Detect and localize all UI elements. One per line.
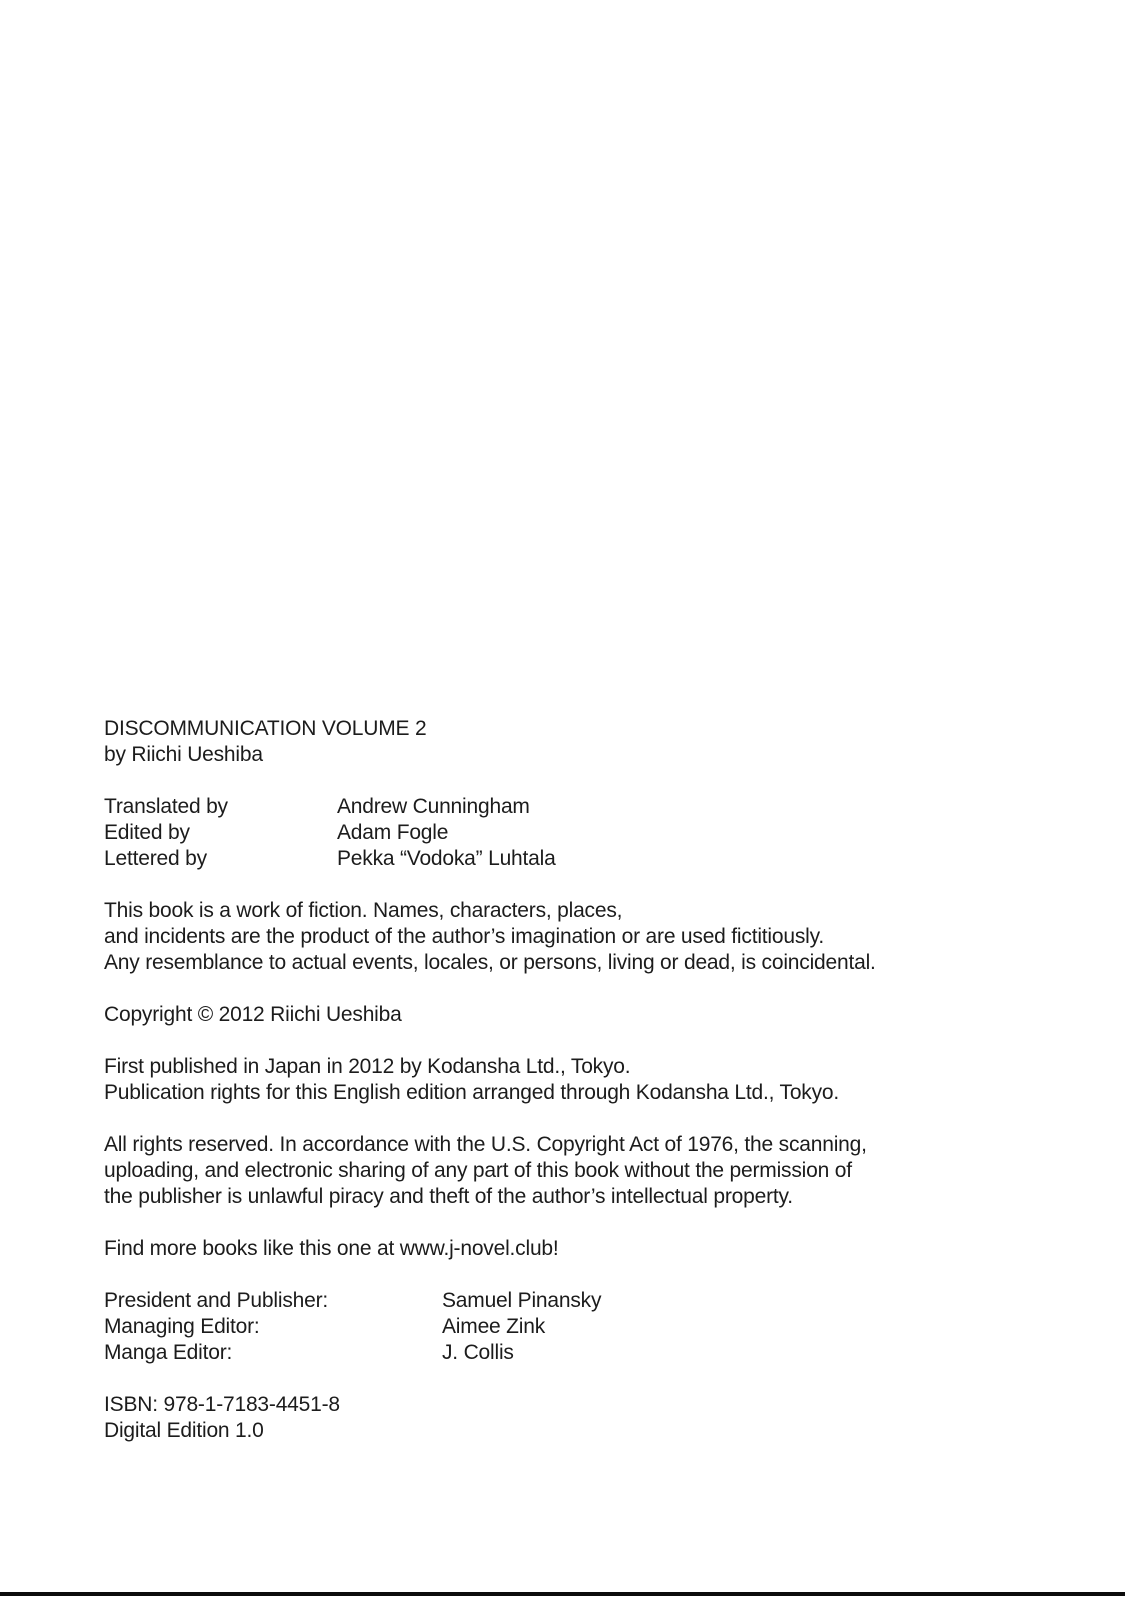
rights-line-1: All rights reserved. In accordance with the U.S. Copyright Act of 1976, the scanning, bbox=[104, 1133, 867, 1156]
edition-version: Digital Edition 1.0 bbox=[104, 1419, 264, 1442]
credit-value-letterer: Pekka “Vodoka” Luhtala bbox=[337, 847, 556, 870]
publication-block bbox=[104, 1054, 1024, 1106]
rights-block bbox=[104, 1132, 1024, 1210]
staff-label-president: President and Publisher: bbox=[104, 1289, 329, 1312]
fiction-disclaimer-line-1: This book is a work of fiction. Names, characters, places, bbox=[104, 899, 623, 922]
fiction-disclaimer-line-3: Any resemblance to actual events, locales, or persons, living or dead, is coincidental. bbox=[104, 951, 876, 974]
edition-block bbox=[104, 1392, 1024, 1444]
credit-label-edited: Edited by bbox=[104, 821, 190, 844]
credit-label-translated: Translated by bbox=[104, 795, 228, 818]
rights-line-3: the publisher is unlawful piracy and theft of the author’s intellectual property. bbox=[104, 1185, 793, 1208]
book-title: DISCOMMUNICATION VOLUME 2 bbox=[104, 717, 427, 740]
staff-value-president: Samuel Pinansky bbox=[442, 1289, 602, 1312]
book-byline: by Riichi Ueshiba bbox=[104, 743, 263, 766]
copyright-block bbox=[104, 1002, 1024, 1028]
rights-line-2: uploading, and electronic sharing of any part of this book without the permission of bbox=[104, 1159, 852, 1182]
promo-text: Find more books like this one at www.j-novel.club! bbox=[104, 1237, 559, 1260]
publication-line-2: Publication rights for this English edition arranged through Kodansha Ltd., Tokyo. bbox=[104, 1081, 840, 1104]
isbn: ISBN: 978-1-7183-4451-8 bbox=[104, 1393, 340, 1416]
bottom-page-rule bbox=[0, 1592, 1125, 1596]
credit-label-lettered: Lettered by bbox=[104, 847, 207, 870]
publication-line-1: First published in Japan in 2012 by Kodansha Ltd., Tokyo. bbox=[104, 1055, 631, 1078]
staff-value-managing-editor: Aimee Zink bbox=[442, 1315, 546, 1338]
credit-value-translator: Andrew Cunningham bbox=[337, 795, 530, 818]
colophon-text bbox=[104, 716, 1024, 1444]
staff-block bbox=[104, 1288, 1024, 1366]
staff-label-managing-editor: Managing Editor: bbox=[104, 1315, 260, 1338]
credits-block bbox=[104, 794, 1024, 872]
fiction-disclaimer bbox=[104, 898, 1024, 976]
fiction-disclaimer-line-2: and incidents are the product of the author’s imagination or are used fictitiously. bbox=[104, 925, 824, 948]
title-block bbox=[104, 716, 1024, 768]
promo-block bbox=[104, 1236, 1024, 1262]
copyright-notice: Copyright © 2012 Riichi Ueshiba bbox=[104, 1003, 402, 1026]
staff-label-manga-editor: Manga Editor: bbox=[104, 1341, 233, 1364]
credit-value-editor: Adam Fogle bbox=[337, 821, 449, 844]
staff-value-manga-editor: J. Collis bbox=[442, 1341, 514, 1364]
